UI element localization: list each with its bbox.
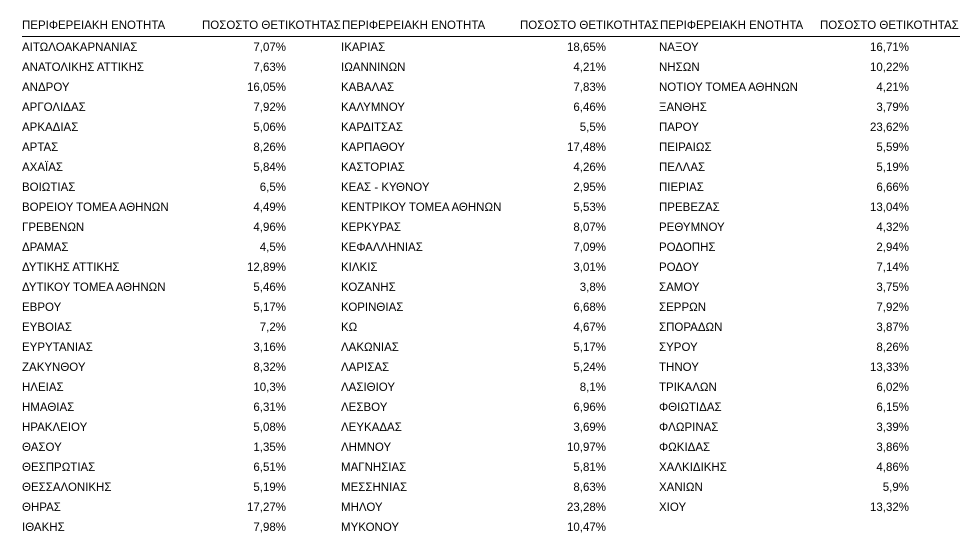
- positivity-rate-cell: 23,62%: [869, 122, 909, 134]
- positivity-rate-cell: 6,46%: [573, 102, 606, 114]
- region-name-cell: ΣΥΡΟΥ: [659, 342, 698, 354]
- header-row: [22, 18, 962, 36]
- positivity-rate-cell: 13,32%: [869, 502, 909, 514]
- region-name-cell: ΠΑΡΟΥ: [659, 122, 699, 134]
- region-name-cell: ΚΑΛΥΜΝΟΥ: [341, 102, 405, 114]
- positivity-rate-cell: 17,27%: [246, 502, 286, 514]
- region-name-cell: ΓΡΕΒΕΝΩΝ: [22, 222, 85, 234]
- positivity-rate-cell: 8,26%: [253, 142, 286, 154]
- positivity-rate-cell: 5,17%: [573, 342, 606, 354]
- region-name-cell: ΦΩΚΙΔΑΣ: [659, 442, 711, 454]
- positivity-rate-cell: 12,89%: [246, 262, 286, 274]
- region-name-cell: ΣΠΟΡΑΔΩΝ: [659, 322, 723, 334]
- table-row: [341, 398, 608, 418]
- positivity-rate-cell: 5,46%: [253, 282, 286, 294]
- region-name-cell: ΕΥΒΟΙΑΣ: [22, 322, 72, 334]
- table-row: [341, 518, 608, 538]
- region-name-cell: ΚΑΡΠΑΘΟΥ: [341, 142, 405, 154]
- region-name-cell: ΗΜΑΘΙΑΣ: [22, 402, 75, 414]
- positivity-rate-cell: 4,96%: [253, 222, 286, 234]
- positivity-rate-cell: 4,49%: [253, 202, 286, 214]
- positivity-rate-cell: 16,05%: [246, 82, 286, 94]
- table-row: [22, 258, 290, 278]
- positivity-rate-cell: 6,96%: [573, 402, 606, 414]
- table-row: [659, 218, 909, 238]
- table-row: [22, 398, 290, 418]
- column-header-region: ΠΕΡΙΦΕΡΕΙΑΚΗ ΕΝΟΤΗΤΑ: [342, 20, 486, 32]
- table-row: [22, 78, 290, 98]
- positivity-rate-cell: 7,2%: [259, 322, 286, 334]
- region-name-cell: ΑΧΑΪΑΣ: [22, 162, 63, 174]
- region-name-cell: ΗΛΕΙΑΣ: [22, 382, 64, 394]
- table-row: [22, 98, 290, 118]
- region-name-cell: ΑΝΔΡΟΥ: [22, 82, 70, 94]
- positivity-rate-cell: 7,07%: [253, 42, 286, 54]
- region-name-cell: ΚΙΛΚΙΣ: [341, 262, 378, 274]
- positivity-rate-cell: 5,9%: [882, 482, 909, 494]
- table-row: [22, 158, 290, 178]
- positivity-rate-cell: 10,22%: [869, 62, 909, 74]
- positivity-rate-cell: 7,92%: [876, 302, 909, 314]
- table-row: [659, 38, 909, 58]
- table-column-group-1: [22, 38, 290, 538]
- column-header-region: ΠΕΡΙΦΕΡΕΙΑΚΗ ΕΝΟΤΗΤΑ: [660, 20, 804, 32]
- table-row: [22, 418, 290, 438]
- table-row: [659, 78, 909, 98]
- positivity-rate-cell: 5,06%: [253, 122, 286, 134]
- region-name-cell: ΧΑΛΚΙΔΙΚΗΣ: [659, 462, 727, 474]
- table-row: [22, 498, 290, 518]
- header-underline: [22, 36, 960, 37]
- positivity-rate-cell: 7,63%: [253, 62, 286, 74]
- positivity-rate-cell: 2,94%: [876, 242, 909, 254]
- region-name-cell: ΙΚΑΡΙΑΣ: [341, 42, 386, 54]
- positivity-rate-cell: 3,8%: [579, 282, 606, 294]
- positivity-rate-cell: 5,84%: [253, 162, 286, 174]
- positivity-rate-cell: 6,5%: [259, 182, 286, 194]
- positivity-rate-cell: 4,86%: [876, 462, 909, 474]
- positivity-rate-cell: 3,69%: [573, 422, 606, 434]
- region-name-cell: ΠΡΕΒΕΖΑΣ: [659, 202, 720, 214]
- positivity-rate-cell: 18,65%: [566, 42, 606, 54]
- region-name-cell: ΚΕΡΚΥΡΑΣ: [341, 222, 401, 234]
- region-name-cell: ΚΑΒΑΛΑΣ: [341, 82, 395, 94]
- positivity-rate-cell: 10,47%: [566, 522, 606, 534]
- table-row: [22, 178, 290, 198]
- positivity-rate-cell: 6,02%: [876, 382, 909, 394]
- positivity-rate-cell: 5,08%: [253, 422, 286, 434]
- table-row: [341, 118, 608, 138]
- table-row: [341, 178, 608, 198]
- table-row: [659, 378, 909, 398]
- region-name-cell: ΚΑΡΔΙΤΣΑΣ: [341, 122, 403, 134]
- table-row: [341, 98, 608, 118]
- positivity-rate-cell: 5,5%: [579, 122, 606, 134]
- table-row: [22, 58, 290, 78]
- region-name-cell: ΘΗΡΑΣ: [22, 502, 61, 514]
- positivity-rate-cell: 7,83%: [573, 82, 606, 94]
- positivity-rate-cell: 10,97%: [566, 442, 606, 454]
- positivity-rate-cell: 23,28%: [566, 502, 606, 514]
- positivity-rate-cell: 4,67%: [573, 322, 606, 334]
- region-name-cell: ΣΕΡΡΩΝ: [659, 302, 707, 314]
- region-name-cell: ΔΥΤΙΚΗΣ ΑΤΤΙΚΗΣ: [22, 262, 120, 274]
- positivity-rate-cell: 7,09%: [573, 242, 606, 254]
- table-column-group-3: [659, 38, 909, 518]
- table-row: [341, 158, 608, 178]
- table-row: [22, 318, 290, 338]
- table-row: [22, 218, 290, 238]
- region-name-cell: ΧΑΝΙΩΝ: [659, 482, 703, 494]
- table-row: [659, 198, 909, 218]
- table-row: [341, 478, 608, 498]
- positivity-rate-cell: 4,21%: [573, 62, 606, 74]
- table-row: [341, 58, 608, 78]
- region-name-cell: ΡΕΘΥΜΝΟΥ: [659, 222, 725, 234]
- table-row: [659, 118, 909, 138]
- table-row: [659, 498, 909, 518]
- table-row: [659, 58, 909, 78]
- column-header-region: ΠΕΡΙΦΕΡΕΙΑΚΗ ΕΝΟΤΗΤΑ: [22, 20, 166, 32]
- table-row: [22, 38, 290, 58]
- table-row: [22, 478, 290, 498]
- region-name-cell: ΜΗΛΟΥ: [341, 502, 383, 514]
- positivity-rate-cell: 13,33%: [869, 362, 909, 374]
- region-name-cell: ΦΛΩΡΙΝΑΣ: [659, 422, 719, 434]
- region-name-cell: ΣΑΜΟΥ: [659, 282, 700, 294]
- table-row: [341, 218, 608, 238]
- table-row: [22, 238, 290, 258]
- table-row: [659, 418, 909, 438]
- table-row: [659, 358, 909, 378]
- table-row: [22, 518, 290, 538]
- table-row: [22, 358, 290, 378]
- positivity-rate-cell: 6,31%: [253, 402, 286, 414]
- positivity-rate-cell: 5,59%: [876, 142, 909, 154]
- table-row: [341, 198, 608, 218]
- table-row: [22, 458, 290, 478]
- table-row: [341, 338, 608, 358]
- positivity-rate-cell: 5,19%: [253, 482, 286, 494]
- table-row: [341, 458, 608, 478]
- region-name-cell: ΞΑΝΘΗΣ: [659, 102, 707, 114]
- region-name-cell: ΤΡΙΚΑΛΩΝ: [659, 382, 717, 394]
- table-row: [341, 38, 608, 58]
- positivity-rate-cell: 4,32%: [876, 222, 909, 234]
- table-row: [659, 318, 909, 338]
- positivity-rate-cell: 6,68%: [573, 302, 606, 314]
- table-row: [22, 438, 290, 458]
- table-row: [341, 318, 608, 338]
- table-column-group-2: [341, 38, 608, 538]
- region-name-cell: ΝΑΞΟΥ: [659, 42, 699, 54]
- positivity-rate-cell: 16,71%: [869, 42, 909, 54]
- table-row: [659, 258, 909, 278]
- table-row: [659, 458, 909, 478]
- table-row: [341, 378, 608, 398]
- positivity-rate-cell: 8,26%: [876, 342, 909, 354]
- region-name-cell: ΚΕΑΣ - ΚΥΘΝΟΥ: [341, 182, 430, 194]
- table-row: [341, 258, 608, 278]
- table-row: [341, 358, 608, 378]
- table-row: [341, 78, 608, 98]
- positivity-rate-cell: 5,17%: [253, 302, 286, 314]
- column-header-rate: ΠΟΣΟΣΤΟ ΘΕΤΙΚΟΤΗΤΑΣ: [520, 20, 659, 32]
- region-name-cell: ΑΡΤΑΣ: [22, 142, 59, 154]
- region-name-cell: ΝΗΣΩΝ: [659, 62, 700, 74]
- table-row: [659, 278, 909, 298]
- region-name-cell: ΕΒΡΟΥ: [22, 302, 62, 314]
- region-name-cell: ΚΕΝΤΡΙΚΟΥ ΤΟΜΕΑ ΑΘΗΝΩΝ: [341, 202, 502, 214]
- region-name-cell: ΠΕΛΛΑΣ: [659, 162, 706, 174]
- table-row: [22, 138, 290, 158]
- region-name-cell: ΚΑΣΤΟΡΙΑΣ: [341, 162, 405, 174]
- positivity-rate-cell: 4,21%: [876, 82, 909, 94]
- region-name-cell: ΑΡΓΟΛΙΔΑΣ: [22, 102, 86, 114]
- table-row: [341, 278, 608, 298]
- table-row: [22, 118, 290, 138]
- positivity-rate-cell: 2,95%: [573, 182, 606, 194]
- region-name-cell: ΙΩΑΝΝΙΝΩΝ: [341, 62, 406, 74]
- table-row: [659, 478, 909, 498]
- region-name-cell: ΤΗΝΟΥ: [659, 362, 699, 374]
- region-name-cell: ΛΑΣΙΘΙΟΥ: [341, 382, 396, 394]
- region-name-cell: ΝΟΤΙΟΥ ΤΟΜΕΑ ΑΘΗΝΩΝ: [659, 82, 798, 94]
- region-name-cell: ΑΝΑΤΟΛΙΚΗΣ ΑΤΤΙΚΗΣ: [22, 62, 145, 74]
- region-name-cell: ΗΡΑΚΛΕΙΟΥ: [22, 422, 88, 434]
- table-row: [341, 498, 608, 518]
- region-name-cell: ΠΙΕΡΙΑΣ: [659, 182, 704, 194]
- table-row: [341, 298, 608, 318]
- positivity-rate-cell: 6,51%: [253, 462, 286, 474]
- region-name-cell: ΠΕΙΡΑΙΩΣ: [659, 142, 712, 154]
- positivity-rate-cell: 5,19%: [876, 162, 909, 174]
- table-row: [659, 178, 909, 198]
- positivity-rate-cell: 5,81%: [573, 462, 606, 474]
- table-row: [659, 158, 909, 178]
- positivity-rate-cell: 6,66%: [876, 182, 909, 194]
- table-row: [659, 98, 909, 118]
- table-row: [659, 398, 909, 418]
- region-name-cell: ΡΟΔΟΠΗΣ: [659, 242, 716, 254]
- table-row: [659, 138, 909, 158]
- positivity-rate-cell: 8,63%: [573, 482, 606, 494]
- positivity-rate-cell: 3,16%: [253, 342, 286, 354]
- table-row: [22, 338, 290, 358]
- region-name-cell: ΑΡΚΑΔΙΑΣ: [22, 122, 79, 134]
- region-name-cell: ΡΟΔΟΥ: [659, 262, 700, 274]
- region-name-cell: ΒΟΡΕΙΟΥ ΤΟΜΕΑ ΑΘΗΝΩΝ: [22, 202, 169, 214]
- region-name-cell: ΜΕΣΣΗΝΙΑΣ: [341, 482, 408, 494]
- table-row: [341, 138, 608, 158]
- region-name-cell: ΚΟΖΑΝΗΣ: [341, 282, 396, 294]
- positivity-rate-cell: 4,26%: [573, 162, 606, 174]
- positivity-rate-cell: 7,14%: [876, 262, 909, 274]
- positivity-rate-cell: 3,75%: [876, 282, 909, 294]
- positivity-rate-cell: 6,15%: [876, 402, 909, 414]
- positivity-rate-cell: 13,04%: [869, 202, 909, 214]
- region-name-cell: ΘΑΣΟΥ: [22, 442, 62, 454]
- table-row: [341, 438, 608, 458]
- positivity-rate-cell: 3,86%: [876, 442, 909, 454]
- positivity-rate-cell: 10,3%: [253, 382, 286, 394]
- region-name-cell: ΦΘΙΩΤΙΔΑΣ: [659, 402, 722, 414]
- region-name-cell: ΙΘΑΚΗΣ: [22, 522, 65, 534]
- positivity-rate-cell: 3,87%: [876, 322, 909, 334]
- table-row: [22, 298, 290, 318]
- region-name-cell: ΚΕΦΑΛΛΗΝΙΑΣ: [341, 242, 423, 254]
- table-row: [341, 238, 608, 258]
- table-row: [341, 418, 608, 438]
- positivity-rate-cell: 7,98%: [253, 522, 286, 534]
- region-name-cell: ΔΡΑΜΑΣ: [22, 242, 69, 254]
- column-header-rate: ΠΟΣΟΣΤΟ ΘΕΤΙΚΟΤΗΤΑΣ: [820, 20, 959, 32]
- positivity-rate-cell: 8,1%: [579, 382, 606, 394]
- region-name-cell: ΘΕΣΣΑΛΟΝΙΚΗΣ: [22, 482, 112, 494]
- positivity-rate-cell: 5,24%: [573, 362, 606, 374]
- table-row: [22, 278, 290, 298]
- region-name-cell: ΛΑΡΙΣΑΣ: [341, 362, 390, 374]
- positivity-rate-cell: 3,39%: [876, 422, 909, 434]
- positivity-rate-cell: 4,5%: [259, 242, 286, 254]
- table-row: [22, 198, 290, 218]
- table-row: [659, 438, 909, 458]
- column-header-rate: ΠΟΣΟΣΤΟ ΘΕΤΙΚΟΤΗΤΑΣ: [202, 20, 341, 32]
- region-name-cell: ΜΑΓΝΗΣΙΑΣ: [341, 462, 407, 474]
- positivity-rate-cell: 17,48%: [566, 142, 606, 154]
- region-name-cell: ΒΟΙΩΤΙΑΣ: [22, 182, 76, 194]
- region-name-cell: ΑΙΤΩΛΟΑΚΑΡΝΑΝΙΑΣ: [22, 42, 138, 54]
- region-name-cell: ΛΕΥΚΑΔΑΣ: [341, 422, 402, 434]
- region-name-cell: ΖΑΚΥΝΘΟΥ: [22, 362, 86, 374]
- region-name-cell: ΛΑΚΩΝΙΑΣ: [341, 342, 399, 354]
- positivity-rate-cell: 8,32%: [253, 362, 286, 374]
- region-name-cell: ΚΟΡΙΝΘΙΑΣ: [341, 302, 404, 314]
- positivity-rate-cell: 1,35%: [253, 442, 286, 454]
- region-name-cell: ΧΙΟΥ: [659, 502, 687, 514]
- region-name-cell: ΛΕΣΒΟΥ: [341, 402, 388, 414]
- table-row: [659, 238, 909, 258]
- region-name-cell: ΔΥΤΙΚΟΥ ΤΟΜΕΑ ΑΘΗΝΩΝ: [22, 282, 166, 294]
- region-name-cell: ΘΕΣΠΡΩΤΙΑΣ: [22, 462, 96, 474]
- table-row: [659, 298, 909, 318]
- positivity-rate-cell: 7,92%: [253, 102, 286, 114]
- positivity-rate-cell: 8,07%: [573, 222, 606, 234]
- positivity-rate-cell: 3,01%: [573, 262, 606, 274]
- region-name-cell: ΚΩ: [341, 322, 358, 334]
- positivity-rate-cell: 3,79%: [876, 102, 909, 114]
- table-row: [22, 378, 290, 398]
- table-row: [659, 338, 909, 358]
- region-name-cell: ΜΥΚΟΝΟΥ: [341, 522, 400, 534]
- positivity-rate-cell: 5,53%: [573, 202, 606, 214]
- region-name-cell: ΛΗΜΝΟΥ: [341, 442, 392, 454]
- region-name-cell: ΕΥΡΥΤΑΝΙΑΣ: [22, 342, 93, 354]
